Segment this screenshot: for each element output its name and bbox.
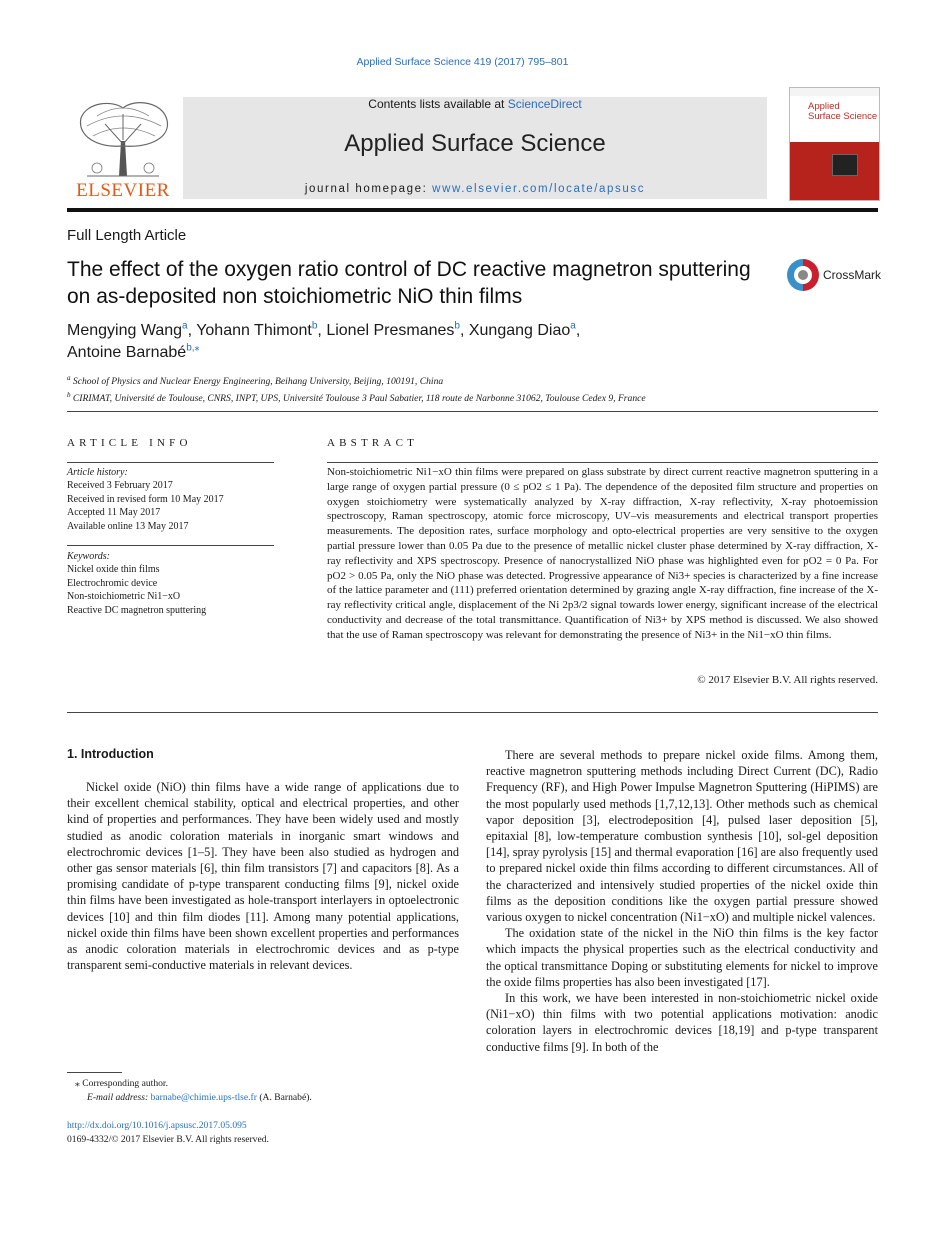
body-column-left — [67, 779, 459, 973]
author-affil-mark[interactable]: a — [570, 320, 576, 332]
author: Lionel Presmanes$^b$, — [326, 320, 469, 339]
crossmark-label: CrossMark — [823, 268, 882, 282]
section-divider — [67, 712, 878, 713]
keyword: Non-stoichiometric Ni1−xO — [67, 591, 181, 603]
author: Antoine Barnabé$^{b,⁎}$ — [67, 342, 200, 361]
history-item: Received in revised form 10 May 2017 — [67, 493, 224, 505]
corresponding-author-footnote — [67, 1077, 459, 1104]
abstract-text: Non-stoichiometric Ni1−xO thin films were prepared on glass substrate by direct current reactive magnetron sputtering in a large range of oxygen partial pressure (0 ≤ pO2 ≤ 1 Pa). The dependence of the deposited film structure and properties on oxygen stoichiometry were systematically analyzed by X-ray diffraction, X-ray reflectivity, X-ray photoemission spectroscopy, Raman spectroscopy, atomic force microscopy, UV–vis measurements and electrical transport properties measurements. The deposition rates, surface morphology and opto-electrical properties are very sensitive to the oxygen partial pressure lower than 0.05 Pa due to the presence of metallic nickel cluster phase determined by X-ray diffraction, X-ray reflectivity and XPS spectroscopy. Presence of nanocrystallized NiO phase was highlighted even for pO2 = 0 Pa. For pO2 > 0.05 Pa, only the NiO phase was detected. Progressive appearance of Ni3+ species is characterized by a fine increase of the lattice parameter and (111) preferred orientation determined by grazing angle X-ray diffraction, fine increase of the X-ray reflectivity critical angle, displacement of the Ni 2p3/2 signal towards lower energy, significant increase of the electrical conductivity and decrease of the total transmittance. Quantification of Ni3+ by XPS method is discussed. We also showed that the use of Raman spectroscopy was relevant for demonstrating the presence of Ni3+ in the Ni1−xO thin films. — [327, 466, 878, 641]
author-affil-mark[interactable]: b — [454, 320, 460, 332]
history-item: Accepted 11 May 2017 — [67, 507, 161, 519]
author: Xungang Diao$^a$, — [468, 320, 581, 339]
article-title: The effect of the oxygen ratio control of DC reactive magnetron sputtering on as-deposited non stoichiometric NiO thin films — [67, 258, 751, 308]
keyword: Nickel oxide thin films — [67, 564, 160, 576]
history-label: Article history: — [67, 467, 128, 478]
abstract-heading: ABSTRACT — [327, 437, 419, 449]
affiliation: $^b$ CIRIMAT, Université de Toulouse, CNRS, INPT, UPS, Université Toulouse 3 Paul Sabatier, 118 route de Narbonne 31062, Toulouse Cedex 9, France — [67, 390, 646, 404]
homepage-line — [183, 183, 767, 195]
body-paragraph: There are several methods to prepare nickel oxide films. Among them, reactive magnetron sputtering methods including Direct Current (DC), Radio Frequency (RF), and High Power Impulse Magnetron Sputtering (HiPIMS) are the most popularly used methods [1,7,12,13]. Other methods such as chemical vapor deposition [3], electrodeposition [4], pulsed laser deposition [5], epitaxial [8], low-temperature combustion synthesis [10], sol-gel deposition [14], spray pyrolysis [15] and thermal evaporation [16] are also frequently used to prepared nickel oxide thin films according to different circumstances. All of the characterized and intensively studied properties of the nickel oxide thin films as the deposition conditions like the oxygen partial pressure showed various oxygen to nickel concentration (Ni1−xO) and multiple nickel valences. — [486, 748, 878, 925]
issn-copyright: 0169-4332/© 2017 Elsevier B.V. All rights reserved. — [67, 1133, 269, 1145]
history-item: Available online 13 May 2017 — [67, 520, 189, 532]
info-divider — [67, 462, 274, 463]
keyword: Electrochromic device — [67, 577, 158, 589]
keywords — [67, 550, 277, 617]
contents-line — [183, 97, 767, 111]
journal-reference[interactable]: Applied Surface Science 419 (2017) 795–801 — [356, 56, 569, 68]
body-paragraph: In this work, we have been interested in non-stoichiometric nickel oxide (Ni1−xO) thin films with two potential applications motivation: anodic coloration layers in electrochromic devices [18,19] and p-type transparent conductive films [9]. In both of the — [486, 991, 878, 1054]
doi-link[interactable]: http://dx.doi.org/10.1016/j.apsusc.2017.05.095 — [67, 1120, 247, 1131]
abstract-divider — [327, 462, 878, 463]
history-item: Received 3 February 2017 — [67, 480, 173, 492]
contents-prefix: Contents lists available at — [368, 97, 508, 111]
header-rule — [67, 208, 878, 212]
corresponding-label: ⁎ Corresponding author. — [75, 1078, 168, 1089]
crossmark-badge[interactable] — [787, 259, 881, 293]
sciencedirect-link[interactable]: ScienceDirect — [507, 97, 582, 111]
doi-block — [67, 1119, 269, 1146]
journal-title: Applied Surface Science — [344, 130, 606, 157]
affiliation: $^a$ School of Physics and Nuclear Energy Engineering, Beihang University, Beijing, 100191, China — [67, 374, 444, 388]
abstract-copyright: © 2017 Elsevier B.V. All rights reserved. — [697, 674, 878, 686]
email-suffix: (A. Barnabé). — [256, 1091, 312, 1103]
elsevier-wordmark: ELSEVIER — [76, 180, 170, 201]
homepage-prefix: journal homepage: — [304, 183, 433, 195]
author: Yohann Thimont$^b$, — [196, 320, 327, 339]
article-type: Full Length Article — [67, 227, 187, 244]
email-link[interactable]: barnabe@chimie.ups-tlse.fr — [150, 1091, 257, 1103]
cover-title-line-1: Applied — [808, 101, 840, 112]
journal-cover-thumbnail[interactable] — [789, 87, 880, 201]
keyword: Reactive DC magnetron sputtering — [67, 604, 207, 616]
article-info-heading: ARTICLE INFO — [67, 437, 192, 449]
cover-title-line-2: Surface Science — [808, 111, 878, 122]
article-history — [67, 466, 277, 533]
body-paragraph: The oxidation state of the nickel in the NiO thin films is the key factor which impacts the physical properties such as the electrical conductivity and the optical transmittance Doping or substituting elements for nickel to improve the oxide films properties has also been investigated [17]. — [486, 926, 878, 989]
section-heading: 1. Introduction — [67, 747, 154, 761]
section-divider — [67, 411, 878, 412]
info-divider — [67, 545, 274, 546]
footnote-divider — [67, 1072, 122, 1073]
email-label: E-mail address: — [87, 1091, 151, 1103]
affiliations — [67, 372, 878, 405]
author-affil-mark[interactable]: a — [182, 320, 188, 332]
body-paragraph: Nickel oxide (NiO) thin films have a wide range of applications due to their excellent chemical stability, optical and electrical properties, and other kind of properties and performances. They have been widely used and mostly studied as anodic coloration materials in inorganic smart windows and electrochromic devices [1–5]. They have been also studied as hydrogen and other gas sensor materials [6], thin film transistors [7] and capacitors [8]. As a promising candidate of p-type transparent conducting films [9], nickel oxide thin films have been investigated as hole-transport interlayers in optoelectronic devices [10] and thin film diodes [11]. Among many potential applications, nickel oxide thin films have been shown excellent properties and performances as anodic coloration materials in electrochromic devices and as p-type transparent semi-conductive materials in relevant devices. — [67, 780, 459, 973]
author: Mengying Wang$^a$, — [67, 320, 197, 339]
author-affil-mark[interactable]: b,⁎ — [186, 342, 200, 354]
author-affil-mark[interactable]: b — [311, 320, 318, 332]
author-list — [67, 320, 847, 364]
journal-homepage-link[interactable]: www.elsevier.com/locate/apsusc — [432, 183, 646, 195]
keywords-label: Keywords: — [67, 551, 110, 562]
body-column-right — [486, 747, 878, 1055]
